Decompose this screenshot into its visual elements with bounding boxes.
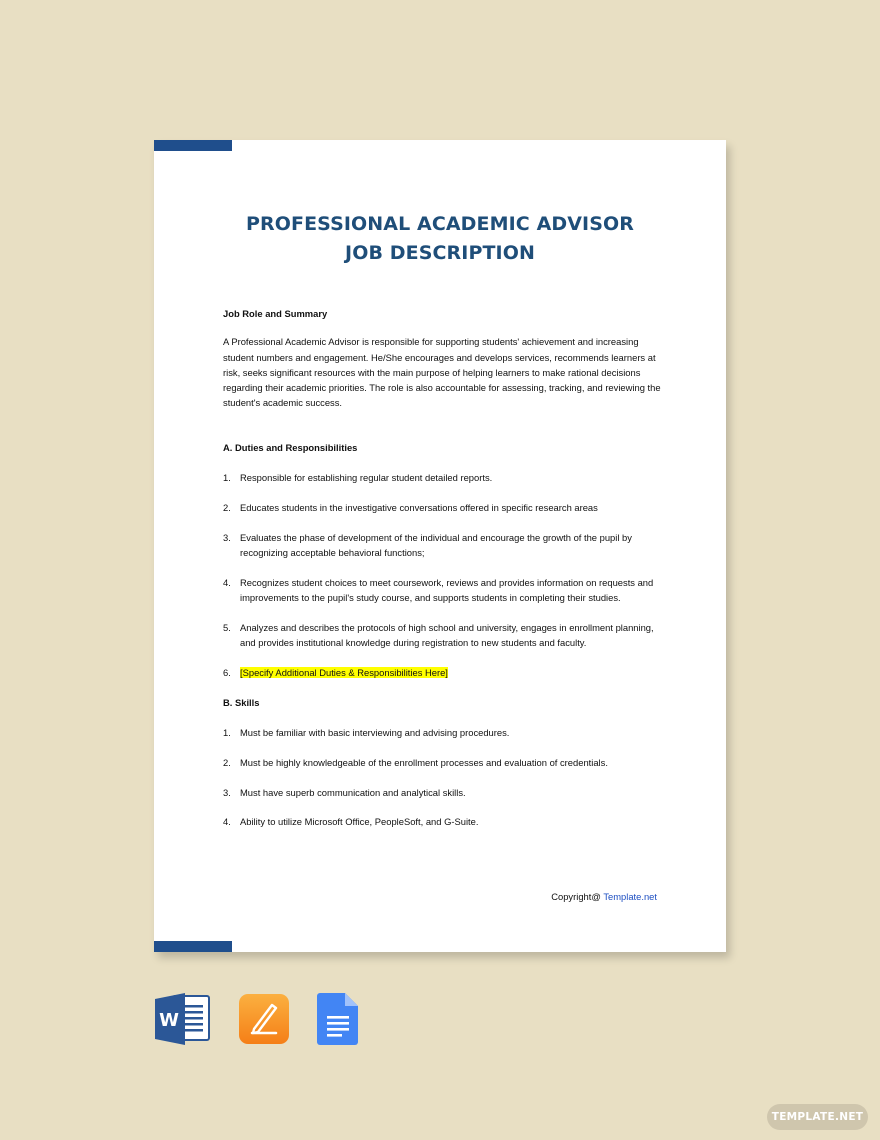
ms-word-icon[interactable] — [155, 993, 211, 1045]
item-text: Recognizes student choices to meet coursework, reviews and provides information on requests and improvements to the pupil's study course, and supports students in completing their studies. — [240, 576, 654, 604]
skills-list — [223, 725, 663, 830]
item-number: 2. — [223, 501, 231, 513]
list-item — [223, 665, 663, 680]
list-item — [223, 500, 663, 515]
google-docs-icon[interactable] — [317, 993, 359, 1045]
list-item — [223, 725, 663, 740]
item-text: Ability to utilize Microsoft Office, PeopleSoft, and G-Suite. — [240, 816, 479, 828]
top-accent-bar — [154, 140, 232, 151]
item-text: Must have superb communication and analytical skills. — [240, 786, 466, 798]
copyright-line — [551, 891, 657, 902]
list-item — [223, 470, 663, 485]
copyright-prefix: Copyright@ — [551, 891, 604, 902]
list-item — [223, 530, 663, 561]
item-number: 3. — [223, 531, 231, 543]
highlighted-placeholder: [Specify Additional Duties & Responsibilities Here] — [240, 666, 448, 678]
duties-list — [223, 470, 663, 680]
skills-section — [223, 695, 663, 830]
summary-heading: Job Role and Summary — [223, 308, 328, 319]
title-line-1: PROFESSIONAL ACADEMIC ADVISOR — [246, 213, 634, 235]
template-net-badge[interactable]: TEMPLATE.NET — [767, 1104, 868, 1130]
list-item — [223, 620, 663, 651]
template-link[interactable]: Template.net — [603, 891, 657, 902]
list-item — [223, 785, 663, 800]
title-line-2: JOB DESCRIPTION — [345, 242, 535, 264]
list-item — [223, 755, 663, 770]
item-text: Must be familiar with basic interviewing and advising procedures. — [240, 727, 510, 739]
list-item — [223, 575, 663, 606]
item-number: 1. — [223, 727, 231, 739]
word-letter: W — [159, 1010, 179, 1031]
skills-heading: B. Skills — [223, 696, 260, 708]
summary-text: A Professional Academic Advisor is responsible for supporting students' achievement and increasing student numbers and engagement. He/She encourages and develops services, recommends learners at risk, seeks significant resources with the main purpose of helping learners to make rational decisions regarding their academic priorities. The role is also accountable for assessing, tracking, and reviewing the student's academic success. — [223, 336, 661, 409]
item-text: Analyzes and describes the protocols of high school and university, engages in enrollment planning, and provides institutional knowledge during registration to new students and faculty. — [240, 621, 654, 649]
apple-pages-icon[interactable] — [238, 993, 290, 1045]
item-text: Educates students in the investigative conversations offered in specific research areas — [240, 501, 598, 513]
duties-heading: A. Duties and Responsibilities — [223, 441, 358, 453]
item-number: 3. — [223, 786, 231, 798]
item-number: 2. — [223, 756, 231, 768]
item-text: Responsible for establishing regular student detailed reports. — [240, 472, 493, 484]
document-page — [154, 140, 726, 952]
bottom-accent-bar — [154, 941, 232, 952]
list-item — [223, 814, 663, 829]
item-number: 1. — [223, 472, 231, 484]
item-number: 6. — [223, 666, 231, 678]
item-number: 5. — [223, 621, 231, 633]
item-number: 4. — [223, 816, 231, 828]
item-number: 4. — [223, 576, 231, 588]
document-title — [154, 210, 726, 268]
duties-section — [223, 440, 663, 680]
document-body — [223, 306, 663, 844]
item-text: Evaluates the phase of development of the individual and encourage the growth of the pupil by recognizing acceptable behavioral functions; — [240, 531, 632, 558]
item-text: Must be highly knowledgeable of the enrollment processes and evaluation of credentials. — [240, 756, 608, 768]
